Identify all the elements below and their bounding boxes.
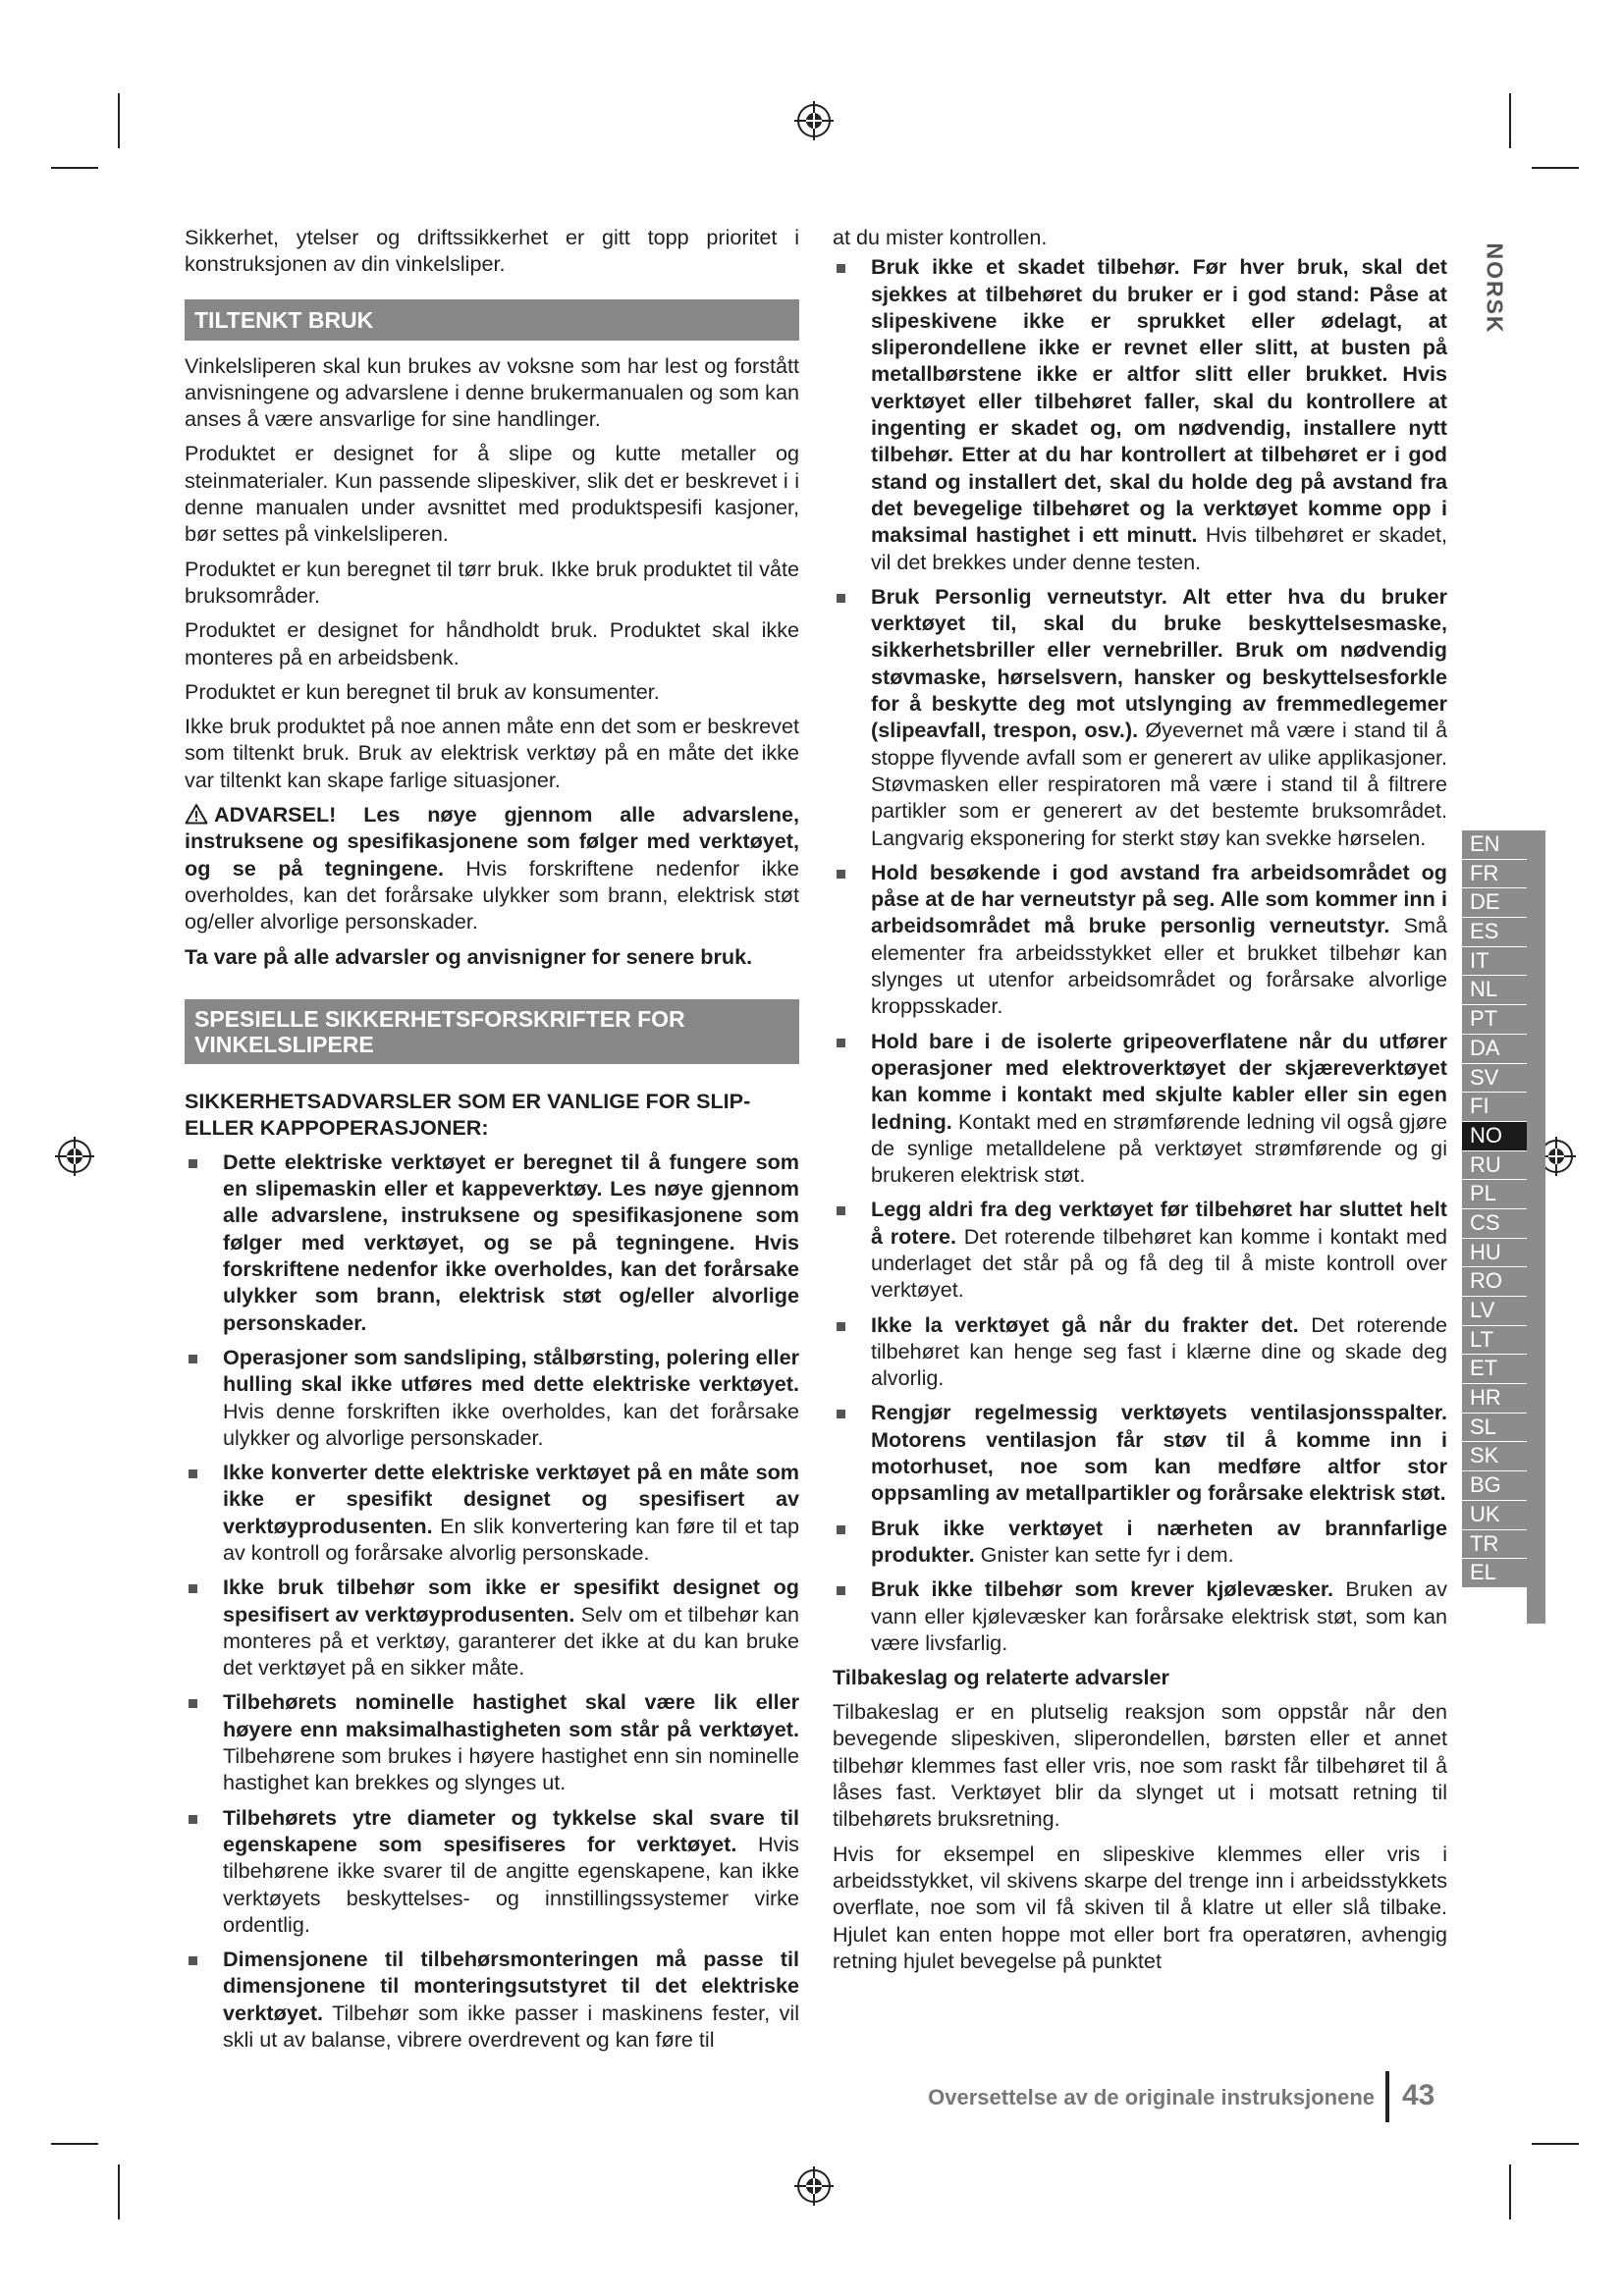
intro-text: Sikkerhet, ytelser og driftssikkerhet er gitt topp prioritet i konstruksjonen av din vinkelsliper. bbox=[185, 225, 799, 277]
language-tab-en[interactable]: EN bbox=[1462, 830, 1527, 860]
intended-use-paragraph: Vinkelsliperen skal kun brukes av voksne som har lest og forstått anvisningene og advarslene i denne brukermanualen og som kan anses å være ansvarlige for sine handlinger. bbox=[185, 352, 799, 432]
side-label-text: NORSK bbox=[1482, 242, 1508, 335]
kickback-paragraph: Tilbakeslag er en plutselig reaksjon som oppstår når den bevegende slipeskiven, sliperondellen, børsten eller et annet tilbehør klemmes fast eller vris, noe som raskt får tilbehøret til å låses fast. Verktøyet blir da slynget ut i motsatt retning til tilbehørets bruksretning. bbox=[833, 1699, 1447, 1832]
warning-bold: ADVARSEL! Les nøye gjennom alle advarslene, instruksene og spesifikasjonene som følger med verktøyet, og se på tegningene. bbox=[185, 802, 799, 881]
intended-use-paragraphs bbox=[185, 352, 799, 793]
list-item bbox=[833, 1575, 1447, 1656]
section-heading-special-safety: SPESIELLE SIKKERHETSFORSKRIFTER FOR VINKELSLIPERE bbox=[185, 999, 799, 1064]
language-tab-hr[interactable]: HR bbox=[1462, 1384, 1527, 1414]
language-tab-no[interactable]: NO bbox=[1462, 1122, 1527, 1151]
list-item-bold: Dette elektriske verktøyet er beregnet til å fungere som en slipemaskin eller et kappeverktøy. Les nøye gjennom alle advarslene, instruksene og spesifikasjonene som følger med verktøyet, og se på tegningene. Hvis forskriftene nedenfor ikke overholdes, kan det forårsake ulykker som brann, elektrisk støt og/eller alvorlige personskader. bbox=[223, 1148, 799, 1335]
left-column bbox=[185, 224, 799, 2060]
crop-mark bbox=[1532, 167, 1579, 169]
list-item-text: Tilbehør som ikke passer i maskinens fester, vil skli ut av balanse, vibrere overdrevent og kan føre til bbox=[223, 2000, 799, 2053]
list-item-bold: Ikke la verktøyet gå når du frakter det. bbox=[871, 1311, 1299, 1337]
language-tab-el[interactable]: EL bbox=[1462, 1559, 1527, 1588]
crop-mark bbox=[1532, 2143, 1579, 2145]
language-tab-sv[interactable]: SV bbox=[1462, 1064, 1527, 1094]
list-item bbox=[185, 1946, 799, 2053]
footer-caption: Oversettelse av de originale instruksjonene bbox=[928, 2085, 1375, 2109]
keep-instructions-note: Ta vare på alle advarsler og anvisnigner for senere bruk. bbox=[185, 943, 753, 969]
language-tab-ru[interactable]: RU bbox=[1462, 1151, 1527, 1181]
crop-mark bbox=[118, 2164, 120, 2219]
list-item-bold: Tilbehørets ytre diameter og tykkelse skal svare til egenskapene som spesifiseres for verktøyet. bbox=[223, 1804, 799, 1856]
right-bullet-list bbox=[833, 253, 1447, 1656]
registration-mark-icon bbox=[55, 1137, 94, 1176]
list-item bbox=[185, 1688, 799, 1795]
kickback-heading: Tilbakeslag og relaterte advarsler bbox=[833, 1665, 1169, 1690]
language-tab-nl[interactable]: NL bbox=[1462, 976, 1527, 1005]
intended-use-paragraph: Produktet er designet for å slipe og kutte metaller og steinmaterialer. Kun passende slipeskiver, slik det er beskrevet i i denne manualen under avsnittet med produktspesifi kasjoner, bør settes på vinkelsliperen. bbox=[185, 441, 799, 547]
language-side-label bbox=[1475, 230, 1514, 347]
list-item-text: Hvis tilbehøret er skadet, vil det brekkes under denne testen. bbox=[871, 522, 1447, 574]
list-item bbox=[833, 583, 1447, 851]
language-tab-lv[interactable]: LV bbox=[1462, 1297, 1527, 1326]
footer-divider bbox=[1385, 2071, 1389, 2122]
kickback-paragraph: Hvis for eksempel en slipeskive klemmes eller vris i arbeidsstykket, vil skivens skarpe del trenge inn i arbeidsstykkets overflate, noe som vil få skiven til å klatre ut eller slå tilbake. Hjulet kan enten hoppe mot eller bort fra operatøren, avhengig retning hjulet bevegelse på punktet bbox=[833, 1841, 1447, 1973]
list-item-bold: Bruk ikke et skadet tilbehør. Før hver bruk, skal det sjekkes at tilbehøret du bruker er i god stand: Påse at slipeskivene ikke er sprukket eller ødelagt, at sliperondellene ikke er revnet eller slitt, at busten på metallbørstene ikke er altfor slitt eller brukket. Hvis verktøyet eller tilbehøret faller, skal du kontrollere at ingenting er skadet og, om nødvendig, installere nytt tilbehør. Etter at du har kontrollert at tilbehøret er i god stand og installert det, skal du holde deg på avstand fra det bevegelige tilbehøret og la verktøyet komme opp i maksimal hastighet i ett minutt. bbox=[871, 254, 1447, 548]
language-tab-fr[interactable]: FR bbox=[1462, 860, 1527, 889]
crop-mark bbox=[1509, 93, 1511, 148]
crop-mark bbox=[51, 167, 98, 169]
list-item-text: Øyevernet må være i stand til å stoppe flyvende avfall som er generert av ulike applikasjoner. Støvmasken eller respiratoren må være i stand til å filtrere partikler som er generert av det bestemte bruksområdet. Langvarig eksponering for sterkt støy kan svekke hørselen. bbox=[871, 718, 1447, 850]
list-item-bold: Bruk Personlig verneutstyr. Alt etter hva du bruker verktøyet til, skal du bruke beskyttelsesmaske, sikkerhetsbriller eller vernebriller. Bruk om nødvendig støvmaske, hørselsvern, hansker og beskyttelsesforkle for å beskytte deg mot utslynging av fremmedlegemer (slipeavfall, trespon, osv.). bbox=[871, 583, 1447, 743]
list-item bbox=[185, 1574, 799, 1681]
list-item-text: Det roterende tilbehøret kan komme i kontakt med underlaget det står på og få deg til å miste kontroll over verktøyet. bbox=[871, 1223, 1447, 1303]
warning-triangle-icon bbox=[185, 803, 208, 825]
language-tab-sl[interactable]: SL bbox=[1462, 1414, 1527, 1443]
list-item-text: Det roterende tilbehøret kan henge seg fast i klærne dine og skade deg alvorlig. bbox=[871, 1311, 1447, 1391]
left-bullet-list bbox=[185, 1148, 799, 2054]
language-tab-fi[interactable]: FI bbox=[1462, 1093, 1527, 1122]
list-item-text: En slik konvertering kan føre til et tap av kontroll og forårsake alvorlig personskade. bbox=[223, 1513, 799, 1565]
language-tab-tr[interactable]: TR bbox=[1462, 1530, 1527, 1560]
list-item-bold: Legg aldri fra deg verktøyet før tilbehøret har sluttet helt å rotere. bbox=[871, 1197, 1447, 1249]
list-item-text: Tilbehørene som brukes i høyere hastighet enn sin nominelle hastighet kan brekkes og slynges ut. bbox=[223, 1743, 799, 1795]
list-item bbox=[185, 1459, 799, 1566]
language-tab-hu[interactable]: HU bbox=[1462, 1239, 1527, 1268]
list-item-text: Hvis tilbehørene ikke svarer til de angitte egenskapene, kan ikke verktøyets beskyttelses- og innstillingssystemer virke ordentlig. bbox=[223, 1831, 799, 1937]
list-item-text: Hvis denne forskriften ikke overholdes, kan det forårsake ulykker og alvorlige personskader. bbox=[223, 1398, 799, 1450]
language-tab-lt[interactable]: LT bbox=[1462, 1326, 1527, 1356]
crop-mark bbox=[118, 93, 120, 148]
language-tab-es[interactable]: ES bbox=[1462, 918, 1527, 947]
intended-use-paragraph: Ikke bruk produktet på noe annen måte enn det som er beskrevet som tiltenkt bruk. Bruk av elektrisk verktøy på en måte det ikke var tiltenkt kan skape farlige situasjoner. bbox=[185, 714, 799, 792]
language-tab-pt[interactable]: PT bbox=[1462, 1005, 1527, 1035]
list-item-text: Kontakt med en strømførende ledning vil også gjøre de synlige metalldelene på verktøyet strømførende og gi brukeren elektrisk støt. bbox=[871, 1108, 1447, 1188]
right-column bbox=[833, 224, 1447, 1982]
list-item-bold: Hold besøkende i god avstand fra arbeidsområdet og påse at de har verneutstyr på seg. Alle som kommer inn i arbeidsområdet må bruke personlig verneutstyr. bbox=[871, 859, 1447, 938]
list-item-text: Bruken av vann eller kjølevæsker kan forårsake elektrisk støt, som kan være livsfarlig. bbox=[871, 1576, 1447, 1655]
continuation-text: at du mister kontrollen. bbox=[833, 225, 1048, 249]
language-tab-it[interactable]: IT bbox=[1462, 947, 1527, 977]
list-item-bold: Rengjør regelmessig verktøyets ventilasjonsspalter. Motorens ventilasjon får støv til å komme inn i motorhuset, noe som kan medføre altfor stor oppsamling av metallpartikler og forårsake elektrisk støt. bbox=[871, 1400, 1447, 1506]
list-item-text: Selv om et tilbehør kan monteres på et verktøy, garanterer det ikke at du kan bruke det verktøyet på en sikker måte. bbox=[223, 1601, 799, 1681]
language-tabs bbox=[1462, 830, 1545, 1588]
registration-mark-icon bbox=[794, 101, 834, 140]
list-item bbox=[185, 1804, 799, 1938]
language-tab-da[interactable]: DA bbox=[1462, 1035, 1527, 1064]
list-item-bold: Operasjoner som sandsliping, stålbørsting, polering eller hulling skal ikke utføres med dette elektriske verktøyet. bbox=[223, 1344, 799, 1397]
list-item bbox=[833, 1028, 1447, 1189]
list-item bbox=[833, 253, 1447, 575]
language-tab-uk[interactable]: UK bbox=[1462, 1501, 1527, 1530]
list-item-text: Gnister kan sette fyr i dem. bbox=[974, 1541, 1234, 1567]
list-item bbox=[833, 1311, 1447, 1392]
safety-subheading: SIKKERHETSADVARSLER SOM ER VANLIGE FOR SLIP- ELLER KAPPOPERASJONER: bbox=[185, 1088, 751, 1140]
kickback-paragraphs bbox=[833, 1698, 1447, 1974]
list-item-bold: Dimensjonene til tilbehørsmonteringen må passe til dimensjonene til monteringsutstyret til det elektriske verktøyet. bbox=[223, 1947, 799, 2025]
crop-mark bbox=[51, 2143, 98, 2145]
registration-mark-icon bbox=[794, 2166, 834, 2206]
crop-mark bbox=[1509, 2164, 1511, 2219]
intended-use-paragraph: Produktet er designet for håndholdt bruk. Produktet skal ikke monteres på en arbeidsbenk. bbox=[185, 617, 799, 669]
list-item-bold: Bruk ikke tilbehør som krever kjølevæsker. bbox=[871, 1576, 1334, 1602]
warning-rest: Hvis forskriftene nedenfor ikke overholdes, kan det forårsake ulykker som brann, elektrisk støt og/eller alvorlige personskader. bbox=[185, 855, 799, 934]
list-item-bold: Tilbehørets nominelle hastighet skal være lik eller høyere enn maksimalhastigheten som står på verktøyet. bbox=[223, 1689, 799, 1741]
list-item bbox=[833, 1399, 1447, 1506]
list-item-bold: Hold bare i de isolerte gripeoverflatene når du utfører operasjoner med elektroverktøyet der skjæreverktøyet kan komme i kontakt med skjulte kabler eller sin egen ledning. bbox=[871, 1028, 1447, 1134]
language-tab-cs[interactable]: CS bbox=[1462, 1209, 1527, 1239]
language-tab-de[interactable]: DE bbox=[1462, 888, 1527, 918]
language-tab-et[interactable]: ET bbox=[1462, 1355, 1527, 1384]
language-tab-pl[interactable]: PL bbox=[1462, 1180, 1527, 1209]
list-item bbox=[833, 1196, 1447, 1303]
list-item bbox=[833, 1515, 1447, 1569]
language-tab-sk[interactable]: SK bbox=[1462, 1442, 1527, 1471]
list-item bbox=[185, 1148, 799, 1336]
list-item-text: Små elementer fra arbeidsstykket eller et brukket tilbehør kan slynges ut utenfor arbeidsområdet og forårsake alvorlige kroppsskader. bbox=[871, 913, 1447, 1019]
language-tab-bg[interactable]: BG bbox=[1462, 1471, 1527, 1501]
language-tab-ro[interactable]: RO bbox=[1462, 1267, 1527, 1297]
list-item-bold: Ikke konverter dette elektriske verktøyet på en måte som ikke er spesifikt designet og spesifisert av verktøyprodusenten. bbox=[223, 1460, 799, 1538]
warning-paragraph bbox=[185, 801, 799, 934]
list-item-bold: Ikke bruk tilbehør som ikke er spesifikt designet og spesifisert av verktøyprodusenten. bbox=[223, 1575, 799, 1627]
section-heading-intended-use: TILTENKT BRUK bbox=[185, 299, 799, 341]
list-item bbox=[185, 1344, 799, 1451]
intended-use-paragraph: Produktet er kun beregnet til bruk av konsumenter. bbox=[185, 678, 660, 704]
list-item bbox=[833, 859, 1447, 1020]
list-item-bold: Bruk ikke verktøyet i nærheten av brannfarlige produkter. bbox=[871, 1515, 1447, 1567]
page-number: 43 bbox=[1402, 2079, 1435, 2111]
intended-use-paragraph: Produktet er kun beregnet til tørr bruk. Ikke bruk produktet til våte bruksområder. bbox=[185, 556, 799, 608]
